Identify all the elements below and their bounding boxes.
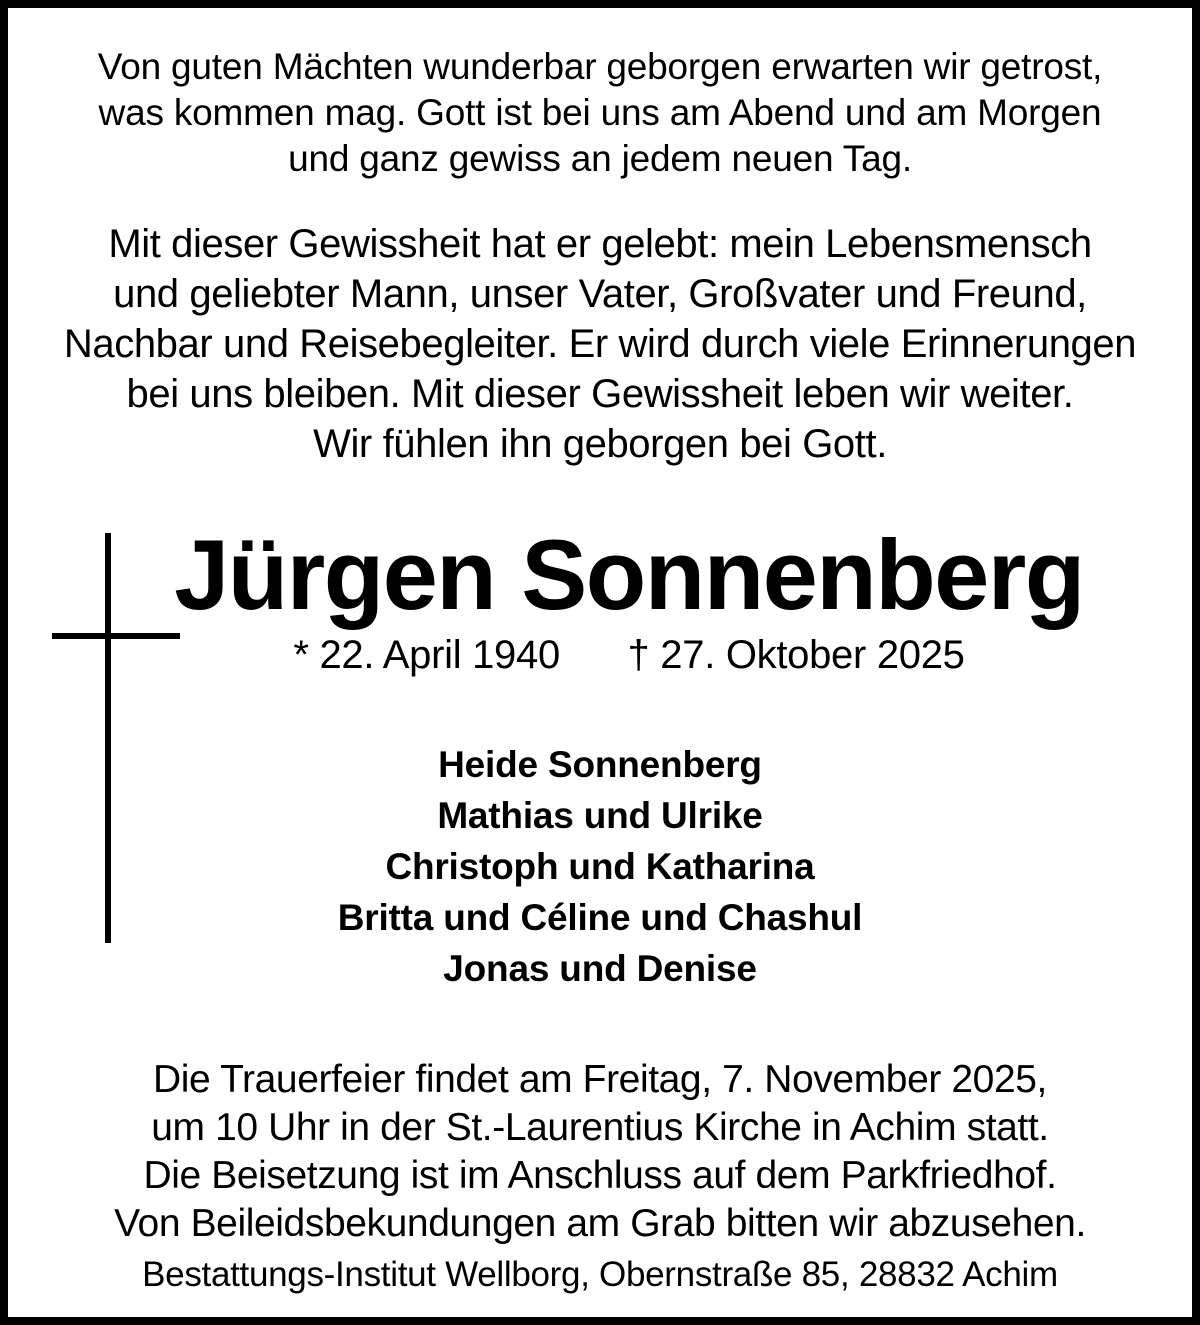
cross-horizontal-bar: [52, 633, 180, 639]
tribute-line: Mit dieser Gewissheit hat er gelebt: mein Lebensmensch: [108, 222, 1092, 266]
obituary-content: [8, 8, 1192, 1317]
family-line: Britta und Céline und Chashul: [337, 897, 863, 938]
family-line: Christoph und Katharina: [385, 846, 815, 887]
funeral-details-line: um 10 Uhr in der St.-Laurentius Kirche in Achim statt.: [151, 1106, 1049, 1149]
funeral-details-line: Die Trauerfeier findet am Freitag, 7. November 2025,: [153, 1058, 1047, 1101]
family-line: Mathias und Ulrike: [437, 795, 763, 836]
funeral-details-block: [50, 1056, 1150, 1248]
birth-date: * 22. April 1940: [293, 633, 560, 677]
cross-vertical-bar: [105, 533, 111, 943]
funeral-details-line: Von Beileidsbekundungen am Grab bitten wir abzusehen.: [114, 1202, 1086, 1245]
death-date: † 27. Oktober 2025: [627, 633, 965, 677]
verse-line: Von guten Mächten wunderbar geborgen erwarten wir getrost,: [97, 46, 1103, 87]
tribute-line: und geliebter Mann, unser Vater, Großvater und Freund,: [113, 272, 1087, 316]
life-dates: [50, 629, 1150, 681]
family-line: Heide Sonnenberg: [438, 744, 762, 785]
verse-block: [50, 44, 1150, 182]
tribute-line: bei uns bleiben. Mit dieser Gewissheit leben wir weiter.: [126, 372, 1074, 416]
deceased-name: Jürgen Sonnenberg: [174, 519, 1084, 630]
tribute-block: [50, 219, 1150, 469]
verse-line: und ganz gewiss an jedem neuen Tag.: [288, 138, 912, 179]
family-block: [50, 739, 1150, 994]
verse-line: was kommen mag. Gott ist bei uns am Abend und am Morgen: [98, 92, 1102, 133]
deceased-block: [50, 519, 1150, 681]
funeral-details-line: Die Beisetzung ist im Anschluss auf dem Parkfriedhof.: [143, 1154, 1057, 1197]
latin-cross-icon: [52, 533, 192, 943]
funeral-home-address: Bestattungs-Institut Wellborg, Obernstraße 85, 28832 Achim: [142, 1255, 1058, 1294]
tribute-line: Nachbar und Reisebegleiter. Er wird durch viele Erinnerungen: [63, 322, 1137, 366]
tribute-line: Wir fühlen ihn geborgen bei Gott.: [313, 422, 887, 466]
family-line: Jonas und Denise: [443, 948, 757, 989]
